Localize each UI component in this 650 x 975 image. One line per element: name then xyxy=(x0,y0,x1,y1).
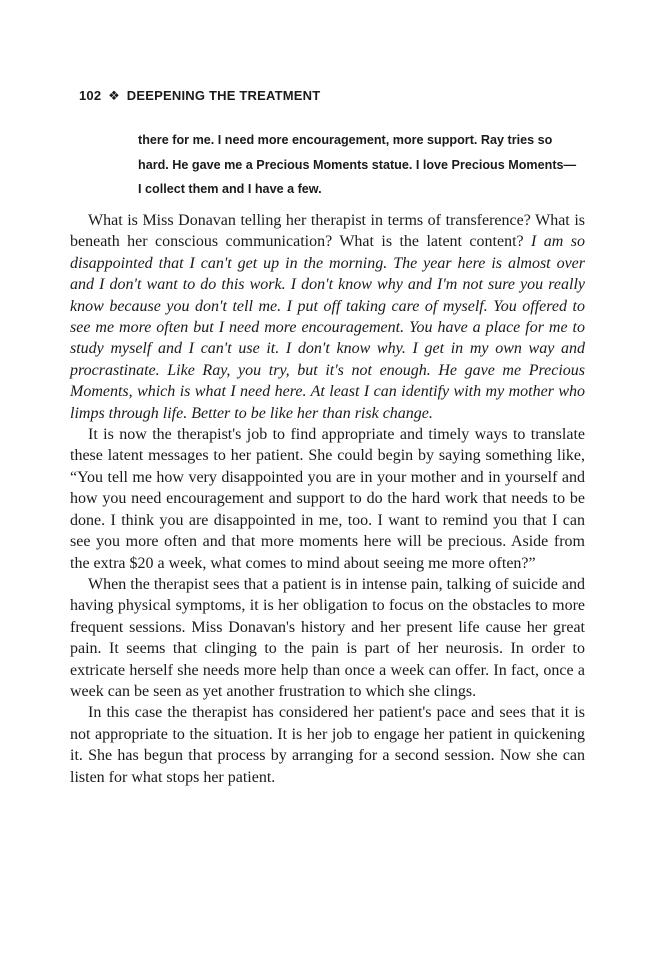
paragraph-3: When the therapist sees that a patient is in intense pain, talking of suicide and having physical symptoms, it is her obligation to focus on the obstacles to more frequent sessions. Miss Donavan's history and her present life cause her great pain. It seems that clinging to the pain is part of her neurosis. In order to extricate herself she needs more help than once a week can offer. In fact, once a week can be seen as yet another frustration to which she clings. xyxy=(70,575,585,700)
running-head xyxy=(79,88,579,104)
page-number: 102 xyxy=(79,88,102,103)
paragraph-1-intro: What is Miss Donavan telling her therapist in terms of transference? What is beneath her conscious communication? What is the latent content? xyxy=(70,212,585,251)
body-text xyxy=(70,210,585,788)
ornament-separator: ❖ xyxy=(108,88,120,103)
paragraph-1 xyxy=(70,210,585,424)
paragraph-1-latent-content: I am so disappointed that I can't get up in the morning. The year here is almost over and I don't want to do this work. I don't know why and I'm not sure you really know because you don't tell me. I put off taking care of myself. You offered to see me more often but I need more encouragement. You have a place for me to study myself and I can't use it. I don't know why. I get in my own way and procrastinate. Like Ray, you try, but it's not enough. He gave me Precious Moments, which is what I need here. At least I can identify with my mother who limps through life. Better to be like her than risk change. xyxy=(70,233,586,422)
paragraph-2: It is now the therapist's job to find appropriate and timely ways to translate these latent messages to her patient. She could begin by saying something like, “You tell me how very disappointed you are in your mother and in yourself and how you need encouragement and support to do the hard work that needs to be done. I think you are disappointed in me, too. I want to remind you that I can see you more often and that more moments here will be precious. Aside from the extra $20 a week, what comes to mind about seeing me more often?” xyxy=(70,426,585,572)
chapter-title: DEEPENING THE TREATMENT xyxy=(126,88,321,103)
paragraph-4: In this case the therapist has considered her patient's pace and sees that it is not appropriate to the situation. It is her job to engage her patient in quickening it. She has begun that process by arranging for a second session. Now she can listen for what stops her patient. xyxy=(70,704,585,786)
quoted-extract: there for me. I need more encouragement, more support. Ray tries so hard. He gave me a Precious Moments statue. I love Precious Moments—I collect them and I have a few. xyxy=(138,133,577,196)
